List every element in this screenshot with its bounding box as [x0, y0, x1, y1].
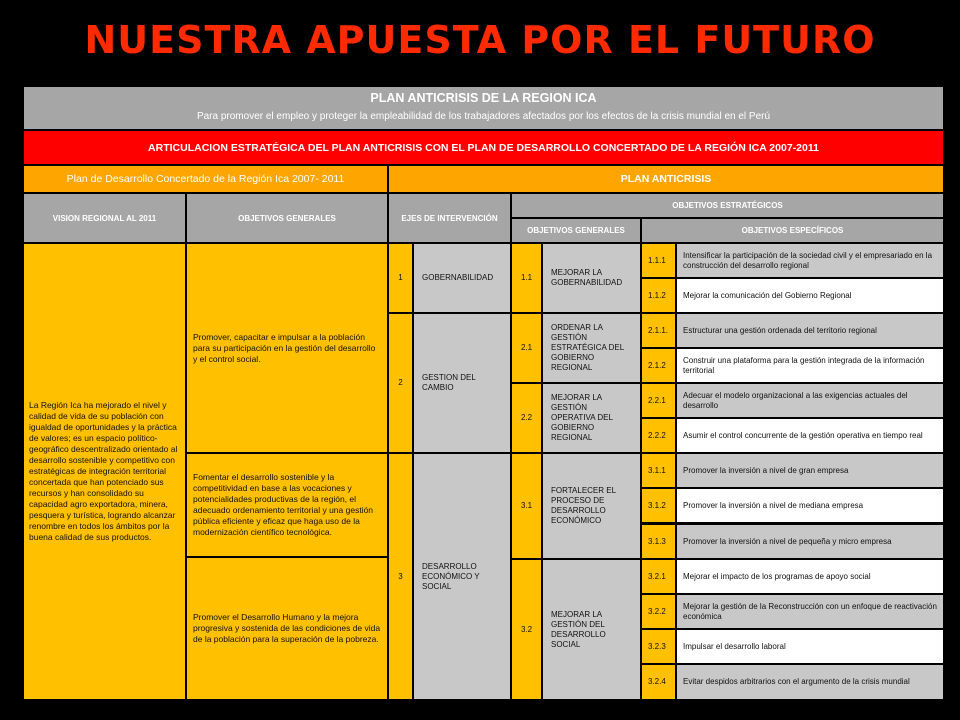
eje-number — [389, 314, 412, 452]
section-plan-anticrisis — [389, 166, 943, 192]
og-cell — [543, 314, 640, 382]
articulacion-label: ARTICULACION ESTRATÉGICA DEL PLAN ANTICRISIS CON EL PLAN DE DESARROLLO CONCERTADO DE LA REGIÓN ICA 2007-2011 — [148, 141, 819, 154]
og-number — [512, 454, 541, 558]
oe-number-label: 3.1.2 — [648, 500, 666, 510]
section-plan-anticrisis-label: PLAN ANTICRISIS — [620, 173, 712, 185]
header-vision-label: VISION REGIONAL AL 2011 — [52, 213, 157, 223]
oe-number — [642, 419, 675, 452]
oe-number — [642, 630, 675, 663]
oe-number — [642, 384, 675, 417]
vision-cell — [24, 244, 185, 699]
oe-number — [642, 454, 675, 487]
oe-number — [642, 560, 675, 593]
header-og-sub-label: OBJETIVOS GENERALES — [527, 226, 625, 235]
objetivo-general-cell — [187, 454, 387, 556]
oe-number-label: 2.1.2 — [648, 360, 666, 370]
oe-text: Promover la inversión a nivel de mediana empresa — [683, 500, 864, 510]
oe-number — [642, 314, 675, 347]
eje-label: DESARROLLO ECONÓMICO Y SOCIAL — [422, 561, 480, 591]
oe-text: Promover la inversión a nivel de pequeña y micro empresa — [683, 536, 892, 546]
og-number — [512, 314, 541, 382]
eje-number-label: 2 — [398, 378, 403, 387]
og-number-label: 3.2 — [520, 624, 533, 634]
header-vision — [24, 194, 185, 242]
og-number — [512, 560, 541, 699]
eje-cell — [414, 454, 510, 699]
header-oe-sub — [642, 219, 943, 242]
header-objetivos-generales-label: OBJETIVOS GENERALES — [238, 213, 336, 223]
oe-cell — [677, 560, 943, 593]
og-label: MEJORAR LA GESTIÓN DEL DESARROLLO SOCIAL — [551, 609, 606, 649]
oe-cell — [677, 489, 943, 522]
objetivo-general-cell — [187, 244, 387, 452]
oe-text: Asumir el control concurrente de la gestión operativa en tiempo real — [683, 430, 923, 440]
oe-number-label: 3.2.1 — [648, 571, 666, 581]
objetivo-general-text: Fomentar el desarrollo sostenible y la competitividad en base a las vocaciones y potencialidades productivas de la región, el adecuado ordenamiento territorial y una gestión pública eficiente y eficaz que haga uso de la modernización científico tecnológica. — [193, 472, 374, 537]
oe-cell — [677, 525, 943, 558]
oe-text: Construir una plataforma para la gestión integrada de la información territorial — [683, 355, 925, 375]
og-cell — [543, 454, 640, 558]
og-number-label: 3.1 — [520, 501, 533, 510]
section-plan-desarrollo — [24, 166, 387, 192]
objetivo-general-cell — [187, 558, 387, 699]
oe-text: Estructurar una gestión ordenada del territorio regional — [683, 325, 877, 335]
oe-text: Mejorar el impacto de los programas de apoyo social — [683, 571, 871, 581]
oe-text: Promover la inversión a nivel de gran empresa — [683, 465, 849, 475]
objetivo-general-text: Promover el Desarrollo Humano y la mejora progresiva y sostenida de las condiciones de vida de la población para la superación de la pobreza. — [193, 612, 381, 644]
oe-text: Adecuar el modelo organizacional a las exigencias actuales del desarrollo — [683, 390, 908, 410]
header-objetivos-estrategicos-label: OBJETIVOS ESTRATÉGICOS — [672, 201, 783, 210]
oe-cell — [677, 630, 943, 663]
oe-number — [642, 489, 675, 522]
header-oe-sub-label: OBJETIVOS ESPECÍFICOS — [741, 226, 844, 235]
page-title: NUESTRA APUESTA POR EL FUTURO — [84, 18, 876, 62]
header-ejes — [389, 194, 510, 242]
objetivo-general-text: Promover, capacitar e impulsar a la población para su participación en la gestión del desarrollo y el control social. — [193, 331, 376, 364]
og-number-label: 2.2 — [520, 413, 533, 422]
oe-text: Mejorar la comunicación del Gobierno Regional — [683, 290, 852, 300]
oe-text: Mejorar la gestión de la Reconstrucción con un enfoque de reactivación económica — [683, 601, 937, 621]
og-cell — [543, 560, 640, 699]
oe-number-label: 3.2.4 — [648, 677, 666, 686]
og-number-label: 2.1 — [520, 343, 533, 352]
header-objetivos-estrategicos — [512, 194, 943, 217]
eje-number-label: 3 — [398, 571, 403, 581]
oe-number-label: 3.1.3 — [648, 536, 666, 546]
oe-number — [642, 349, 675, 382]
oe-number-label: 2.1.1. — [648, 325, 669, 335]
eje-number — [389, 454, 412, 699]
oe-cell — [677, 349, 943, 382]
plan-header — [24, 87, 943, 129]
oe-number — [642, 665, 675, 699]
og-label: MEJORAR LA GOBERNABILIDAD — [551, 268, 623, 287]
oe-text: Intensificar la participación de la sociedad civil y el empresariado en la construcción del desarrollo regional — [683, 250, 933, 270]
eje-number — [389, 244, 412, 312]
og-label: ORDENAR LA GESTIÓN ESTRATÉGICA DEL GOBIERNO REGIONAL — [551, 323, 624, 372]
oe-number — [642, 279, 675, 312]
oe-number-label: 2.2.2 — [648, 430, 666, 440]
oe-number-label: 1.1.2 — [648, 290, 666, 300]
oe-text: Evitar despidos arbitrarios con el argumento de la crisis mundial — [683, 677, 910, 686]
oe-number-label: 3.2.2 — [648, 606, 666, 616]
oe-cell — [677, 314, 943, 347]
oe-cell — [677, 665, 943, 699]
oe-number-label: 2.2.1 — [648, 395, 666, 405]
section-plan-desarrollo-label: Plan de Desarrollo Concertado de la Región Ica 2007- 2011 — [66, 173, 345, 185]
plan-subheading: Para promover el empleo y proteger la empleabilidad de los trabajadores afectados por los efectos de la crisis mundial en el Perú — [196, 111, 771, 122]
og-number-label: 1.1 — [520, 273, 533, 282]
eje-number-label: 1 — [398, 273, 403, 282]
header-objetivos-generales — [187, 194, 387, 242]
oe-number — [642, 595, 675, 628]
og-label: FORTALECER EL PROCESO DE DESARROLLO ECONÓMICO — [551, 486, 616, 525]
oe-number-label: 3.2.3 — [648, 641, 666, 651]
vision-text: La Región Ica ha mejorado el nivel y calidad de vida de su población con igualdad de oportunidades y la práctica de valores; es un espacio político-geográfico descentralizado orientado al desarrollo sostenible y competitivo con estratégicas de integración territorial concertada que han potenciado sus recursos y han consolidado su capacidad agro exportadora, minera, pesquera y turística, logrando alcanzar renombre en todos los ámbitos por la buena calidad de sus productos. — [29, 400, 178, 542]
og-cell — [543, 244, 640, 312]
og-cell — [543, 384, 640, 452]
oe-number — [642, 244, 675, 277]
eje-label: GOBERNABILIDAD — [422, 273, 494, 282]
oe-cell — [677, 384, 943, 417]
oe-cell — [677, 595, 943, 628]
eje-label: GESTION DEL CAMBIO — [422, 373, 476, 392]
oe-cell — [677, 244, 943, 277]
oe-number-label: 1.1.1 — [648, 255, 666, 265]
header-og-sub — [512, 219, 640, 242]
oe-number-label: 3.1.1 — [648, 465, 666, 475]
og-label: MEJORAR LA GESTIÓN OPERATIVA DEL GOBIERNO REGIONAL — [551, 393, 613, 442]
articulacion-bar — [24, 131, 943, 164]
oe-cell — [677, 419, 943, 452]
eje-cell — [414, 314, 510, 452]
plan-heading: PLAN ANTICRISIS DE LA REGION ICA — [370, 91, 597, 105]
oe-text: Impulsar el desarrollo laboral — [683, 641, 786, 651]
oe-number — [642, 525, 675, 558]
oe-cell — [677, 279, 943, 312]
header-ejes-label: EJES DE INTERVENCIÓN — [401, 213, 498, 223]
og-number — [512, 384, 541, 452]
oe-cell — [677, 454, 943, 487]
og-number — [512, 244, 541, 312]
eje-cell — [414, 244, 510, 312]
